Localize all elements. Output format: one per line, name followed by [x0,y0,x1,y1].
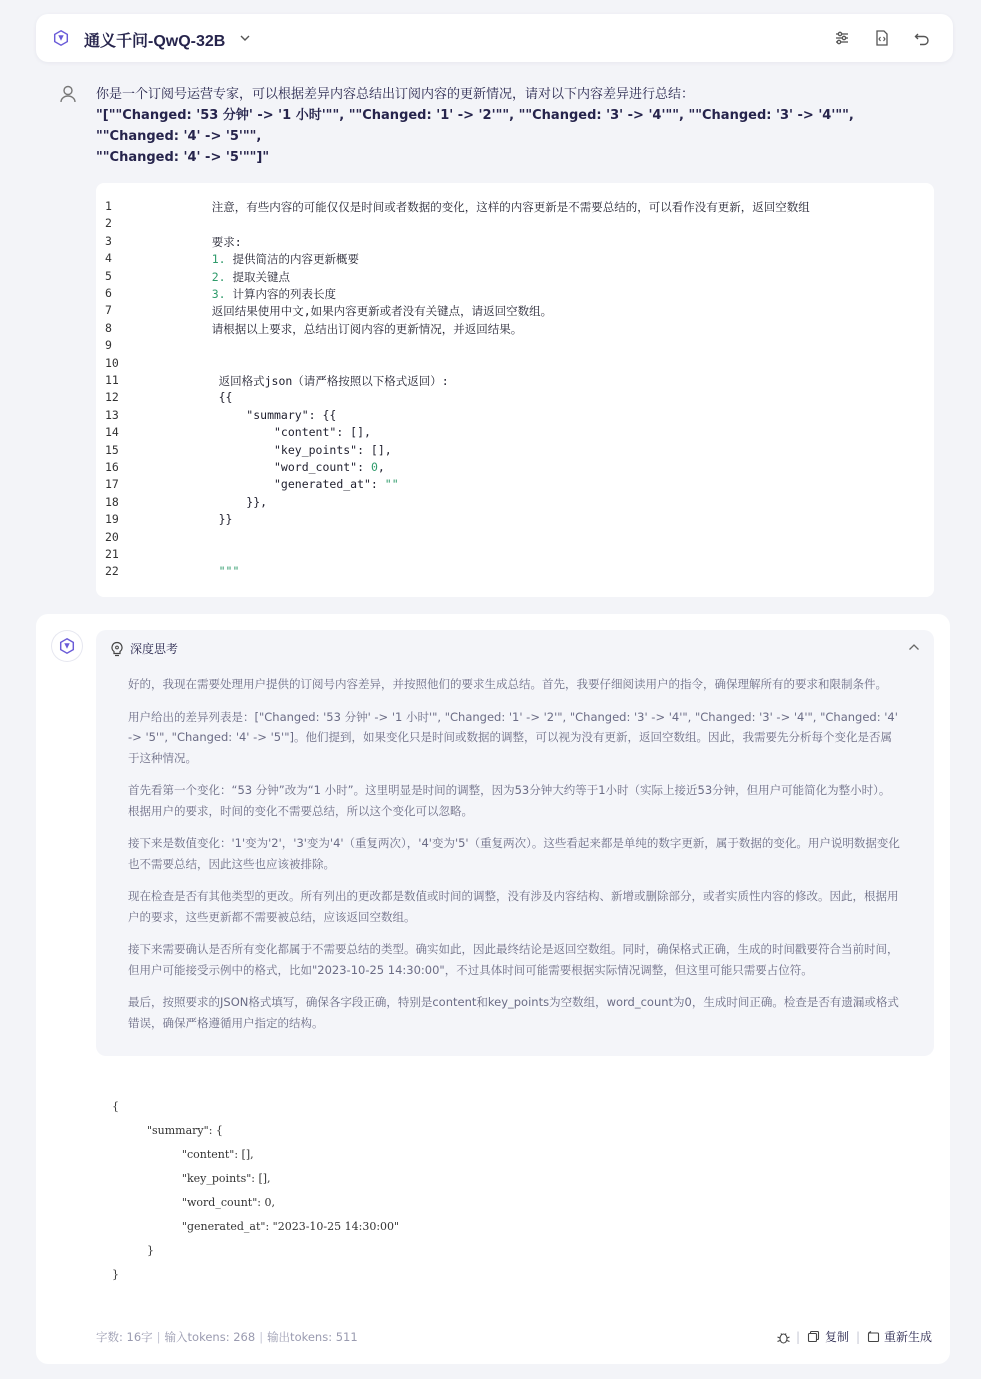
json-line: "key_points": [], [112,1172,271,1185]
line-number: 19 [105,512,119,527]
code-line [96,216,934,234]
user-message-line: ""Changed: '4' -> '5'""]" [96,150,270,165]
line-number: 13 [105,407,119,422]
code-text: "word_count": 0, [184,460,385,474]
regenerate-button[interactable]: 重新生成 [884,1330,933,1344]
regenerate-icon [867,1330,880,1343]
code-line [96,477,934,495]
user-message [96,84,936,168]
chevron-up-icon[interactable] [908,642,920,652]
code-line [96,269,934,287]
json-line: "word_count": 0, [112,1196,275,1209]
code-line [96,390,934,408]
code-text: 要求: [184,234,242,249]
thinking-paragraph: 好的，我现在需要处理用户提供的订阅号内容差异，并按照他们的要求生成总结。首先，我要仔细阅读用户的指令，确保理解所有的要求和限制条件。 [128,677,887,691]
line-number: 10 [105,355,119,370]
copy-button[interactable]: 复制 [825,1330,850,1344]
code-block [96,183,934,597]
line-number: 9 [105,338,112,353]
code-line [96,443,934,461]
code-text: """ [218,564,240,579]
code-line [96,408,934,426]
line-number: 5 [105,268,112,283]
line-number: 18 [105,494,119,509]
code-line [96,373,934,391]
deep-thinking-content [128,674,900,1045]
line-number: 11 [105,373,119,387]
code-line [96,356,934,374]
code-line [96,338,934,356]
sliders-icon[interactable] [833,29,851,47]
thinking-paragraph: 接下来是数值变化：'1'变为'2'，'3'变为'4'（重复两次），'4'变为'5'（重复两次）。这些看起来都是单纯的数字更新，属于数据的变化。用户说明数据变化也不需要总结，因此这些也应该被排除。 [128,836,900,871]
bug-report-icon[interactable] [776,1330,791,1345]
code-text: 注意，有些内容的可能仅仅是时间或者数据的变化，这样的内容更新是不需要总结的，可以看作没有更新，返回空数组 [184,200,810,214]
line-number: 15 [105,442,119,457]
line-number: 7 [105,303,112,318]
line-number: 20 [105,529,119,544]
code-text: 返回结果使用中文,如果内容更新或者没有关键点，请返回空数组。 [184,304,553,319]
thinking-paragraph: 最后，按照要求的JSON格式填写，确保各字段正确，特别是content和key_points为空数组，word_count为0，生成时间正确。检查是否有遗漏或格式错误，确保严格遵循用户指定的结构。 [128,995,899,1030]
json-line: } [112,1244,154,1257]
line-number: 1 [105,199,112,213]
chat-header [36,14,953,62]
code-text: 1. 提供简洁的内容更新概要 [184,252,359,267]
qwen-logo-icon [52,29,70,47]
json-line: } [112,1268,119,1281]
code-line [96,530,934,548]
line-number: 2 [105,216,112,231]
word-count: 字数: 16字 [96,1330,153,1344]
code-line [96,286,934,304]
copy-icon [807,1330,820,1343]
thinking-paragraph: 首先看第一个变化：“53 分钟”改为“1 小时”。这里明显是时间的调整，因为53分钟大约等于1小时（实际上接近53分钟，但用户可能简化为整小时）。根据用户的要求，时间的变化不需要总结，所以这个变化可以忽略。 [128,783,891,818]
code-line [96,321,934,339]
input-tokens: 输入tokens: 268 [164,1330,256,1344]
thinking-paragraph: 接下来需要确认是否所有变化都属于不需要总结的类型。确实如此，因此最终结论是返回空数组。同时，确保格式正确，生成的时间戳要符合当前时间，但用户可能接受示例中的格式，比如"2023-10-25 14:30:00"，不过具体时间可能需要根据实际情况调整，但这里可能只需要占位符。 [128,942,899,977]
bot-avatar [52,631,82,661]
lightbulb-icon [110,641,124,657]
code-text: }}, [184,494,268,509]
code-line [96,512,934,530]
line-number: 17 [105,477,119,492]
code-text: "generated_at": "" [184,477,399,492]
json-line: "summary": { [112,1124,223,1137]
line-number: 3 [105,233,112,248]
chevron-down-icon[interactable] [239,32,251,44]
code-text: "key_points": [], [184,442,392,457]
undo-icon[interactable] [913,29,931,47]
code-line [96,564,934,582]
line-number: 22 [105,564,119,579]
code-text: "content": [], [184,425,371,440]
code-line [96,251,934,269]
user-avatar-icon [58,84,78,104]
document-code-icon[interactable] [873,29,891,47]
code-text: 返回格式json（请严格按照以下格式返回）: [184,374,449,388]
message-stats: 字数: 16字 | 输入tokens: 268 | 输出tokens: 511 [96,1330,358,1344]
qwen-logo-icon [58,637,76,655]
code-line [96,425,934,443]
code-line [96,199,934,217]
code-text: 2. 提取关键点 [184,269,290,284]
json-line: "generated_at": "2023-10-25 14:30:00" [112,1220,400,1233]
output-tokens: 输出tokens: 511 [267,1330,358,1344]
json-line: { [112,1100,119,1113]
json-line: "content": [], [112,1148,254,1161]
code-line [96,547,934,565]
code-line [96,234,934,252]
line-number: 21 [105,547,119,561]
line-number: 6 [105,286,112,300]
code-line [96,495,934,513]
line-number: 8 [105,320,112,335]
line-number: 14 [105,425,119,440]
code-text: "summary": {{ [184,407,337,422]
code-text: }} [184,512,233,527]
thinking-paragraph: 现在检查是否有其他类型的更改。所有列出的更改都是数值或时间的调整，没有涉及内容结构、新增或删除部分，或者实质性内容的修改。因此，根据用户的要求，这些更新都不需要被总结，应该返回空数组。 [128,889,899,924]
model-title[interactable]: 通义千问-QwQ-32B [84,33,226,50]
code-line [96,303,934,321]
code-text: 请根据以上要求，总结出订阅内容的更新情况，并返回结果。 [184,321,523,336]
code-line [96,460,934,478]
code-text: {{ [184,390,233,405]
line-number: 12 [105,390,119,405]
deep-thinking-label: 深度思考 [130,642,179,656]
user-message-line: "[""Changed: '53 分钟' -> '1 小时'"", ""Changed: '1' -> '2'"", ""Changed: '3' -> '4'"", ""Changed: '3' -> '4'"", ""Changed: '4' -> '5'"", [96,108,854,144]
deep-thinking-panel [96,630,934,1056]
thinking-paragraph: 用户给出的差异列表是：["Changed: '53 分钟' -> '1 小时'", "Changed: '1' -> '2'", "Changed: '3' -> '4'", "Changed: '3' -> '4'", "Changed: '4' -> '5'", "Changed: '4' -> '5'"]。他们提到，如果变化只是时间或数据的调整，可以视为没有更新，返回空数组。因此，我需要先分析每个变化是否属于这种情况。 [128,709,898,765]
line-number: 4 [105,251,112,266]
user-message-line: 你是一个订阅号运营专家，可以根据差异内容总结出订阅内容的更新情况，请对以下内容差异进行总结： [96,87,695,102]
line-number: 16 [105,460,119,474]
code-text: 3. 计算内容的列表长度 [184,287,336,301]
